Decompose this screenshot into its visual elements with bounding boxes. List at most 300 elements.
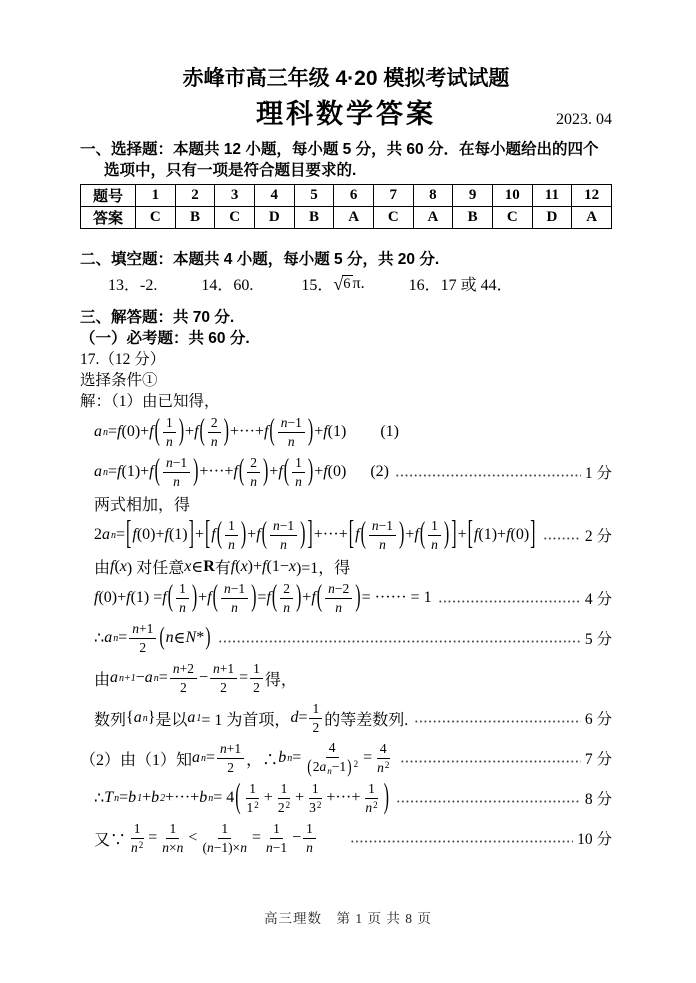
fraction-numerator <box>365 780 378 799</box>
fraction-denominator <box>208 433 221 451</box>
fraction-denominator <box>277 536 290 554</box>
math-subscript: n <box>114 792 120 804</box>
fraction-numerator <box>247 454 260 473</box>
math-variable: n <box>280 536 287 552</box>
math-fraction <box>199 820 249 856</box>
math-text: = <box>119 789 129 806</box>
math-text: +2 <box>179 660 194 676</box>
math-variable: b <box>128 789 137 806</box>
dotted-leader <box>414 718 581 725</box>
answer-cell: C <box>373 207 413 229</box>
math-text: (0)+ <box>98 589 127 606</box>
section1-heading: 一、选择题：本题共 12 小题，每小题 5 分，共 60 分．在每小题给出的四个选项中，只有一项是符合题目要求的. <box>80 141 599 179</box>
math-text: + <box>302 589 312 606</box>
math-text: = <box>108 463 118 480</box>
sqrt-radical <box>333 275 352 293</box>
math-text: ( <box>235 557 241 575</box>
answer-cell: D <box>532 207 572 229</box>
math-text: )+ <box>247 557 263 575</box>
math-variable: a <box>110 669 119 686</box>
math-fraction <box>170 660 197 696</box>
math-variable: n <box>306 839 313 855</box>
math-text: (1) <box>327 423 347 440</box>
fraction-numerator <box>280 580 293 599</box>
fraction-numerator <box>131 820 144 839</box>
fraction-numerator <box>208 414 221 433</box>
math-text: )=1，得 <box>295 560 351 577</box>
math-subscript: n <box>287 752 293 764</box>
math-text: 2 <box>210 414 218 430</box>
fraction-numerator <box>428 517 441 536</box>
row-label-question-no: 题号 <box>81 185 136 207</box>
math-text: −1 <box>378 517 394 533</box>
math-text: 1 <box>273 820 280 836</box>
math-delimiter: ) <box>251 580 257 614</box>
fraction-numerator <box>369 517 396 536</box>
math-superscript: 2 <box>316 799 322 810</box>
fraction-numerator <box>278 414 305 433</box>
math-variable: f <box>194 423 199 440</box>
fraction-denominator <box>217 679 230 697</box>
math-variable: n <box>131 839 138 855</box>
math-text: 2 <box>94 526 102 543</box>
fraction-numerator <box>246 780 259 799</box>
question-number-cell: 12 <box>572 185 612 207</box>
fraction-denominator <box>247 473 260 491</box>
math-text: 2 <box>312 719 320 735</box>
math-variable: f <box>355 526 360 543</box>
math-variable: n <box>210 433 218 449</box>
math-fraction <box>362 780 380 816</box>
math-text: 1 <box>431 517 438 533</box>
math-text: (0)+ <box>121 423 150 440</box>
fill-in-answers-line <box>80 272 612 295</box>
math-variable: f <box>311 589 316 606</box>
dotted-leader <box>400 758 580 765</box>
math-text: 2 <box>180 679 187 695</box>
question17-label: 17.（12 分） <box>80 351 166 368</box>
question-number-cell: 3 <box>215 185 255 207</box>
math-text: = 1 为首项， <box>201 711 291 729</box>
math-text: −1 <box>230 580 246 596</box>
math-delimiter: ( <box>271 580 278 614</box>
math-delimiter: ) <box>178 414 185 448</box>
math-variable: n <box>377 759 384 775</box>
math-text: 1 <box>295 454 302 470</box>
math-text: 1 <box>169 820 177 836</box>
solution-line <box>80 618 612 658</box>
math-subscript: 1 <box>137 792 143 804</box>
math-fraction <box>280 580 293 616</box>
math-delimiter: ( <box>154 414 160 448</box>
math-text: （2）由（1）知 <box>80 751 193 769</box>
math-variable: n <box>335 599 343 615</box>
score-label: 8 分 <box>584 791 612 808</box>
math-text: + <box>405 526 415 543</box>
math-variable: n <box>132 620 139 636</box>
math-variable: n <box>379 536 386 552</box>
answer-cell: B <box>175 207 215 229</box>
math-delimiter: ) <box>295 580 302 614</box>
math-variable: n <box>295 473 302 489</box>
fraction-denominator <box>244 799 262 817</box>
math-delimiter: ( <box>159 623 165 651</box>
math-variable: n <box>162 839 170 855</box>
math-variable: n <box>172 660 180 676</box>
math-text: 数列 <box>94 711 127 729</box>
math-text: +1 <box>226 740 242 756</box>
math-variable: f <box>256 526 261 543</box>
math-text: 2 <box>250 454 257 470</box>
math-superscript: 2 <box>353 758 359 769</box>
math-text: 1 <box>133 820 141 836</box>
math-text: 1 <box>368 780 375 796</box>
math-delimiter: ( <box>316 580 323 614</box>
fraction-denominator <box>309 719 322 737</box>
math-delimiter: ) <box>347 755 352 777</box>
math-fraction <box>278 414 305 450</box>
math-delimiter: ( <box>269 414 275 448</box>
math-variable: n <box>173 473 180 489</box>
math-text: = <box>206 749 216 766</box>
fraction-numerator <box>250 660 263 679</box>
fraction-denominator <box>303 839 316 857</box>
score-label: 10 分 <box>577 831 612 848</box>
math-text: (1) <box>380 423 399 440</box>
math-variable: n <box>328 580 335 596</box>
math-delimiter: ( <box>216 517 223 551</box>
math-subscript: n <box>208 792 214 804</box>
math-text: 1 <box>311 780 319 796</box>
math-text: −2 <box>334 580 350 596</box>
math-text: +···+ <box>199 463 234 480</box>
question-number-cell: 11 <box>532 185 572 207</box>
math-fraction <box>128 820 146 856</box>
math-variable: a <box>319 758 327 774</box>
math-text: − <box>198 669 208 686</box>
math-text: * <box>196 629 205 646</box>
math-delimiter: ] <box>188 516 194 552</box>
fraction-denominator <box>332 599 345 617</box>
math-fraction <box>221 580 248 616</box>
fraction-numerator <box>221 580 248 599</box>
math-variable: a <box>94 463 102 480</box>
fraction-denominator <box>250 679 263 697</box>
math-fraction <box>176 580 189 616</box>
math-subscript: 1 <box>196 712 202 724</box>
fraction-numerator <box>292 454 305 473</box>
math-text: 1 <box>312 700 320 716</box>
math-text: 由 <box>94 671 111 689</box>
math-delimiter: ] <box>530 516 536 552</box>
math-text: (1)+ <box>478 526 507 543</box>
math-variable: n <box>223 580 231 596</box>
math-subscript: n <box>142 712 148 724</box>
question-number-cell: 8 <box>413 185 453 207</box>
math-text: = <box>116 526 126 543</box>
fraction-denominator <box>170 473 183 491</box>
math-fraction <box>303 820 316 856</box>
math-text: 1 <box>221 820 229 836</box>
math-variable: f <box>262 557 267 575</box>
math-text: 3 <box>309 799 316 815</box>
math-variable: n <box>431 536 438 552</box>
fraction-denominator <box>303 755 361 777</box>
math-text: 1 <box>306 820 313 836</box>
math-delimiter: ) <box>307 454 314 488</box>
answer-row <box>81 207 612 229</box>
math-superscript: 2 <box>384 759 390 770</box>
answer-cell: B <box>453 207 493 229</box>
dotted-leader <box>438 598 581 605</box>
math-fraction <box>428 517 441 553</box>
fraction-denominator <box>224 759 237 777</box>
fraction-denominator <box>374 759 392 777</box>
solution-line <box>80 492 612 515</box>
math-variable: f <box>263 423 269 440</box>
math-subscript: n <box>111 529 116 541</box>
score-label: 5 分 <box>584 631 612 648</box>
math-fraction <box>244 780 262 816</box>
math-text: + <box>142 789 152 806</box>
math-text: = <box>257 589 267 606</box>
math-text: 14．60. <box>201 277 254 294</box>
math-text: 有 <box>214 560 231 577</box>
math-text: + <box>295 789 305 806</box>
math-variable: f <box>323 463 328 480</box>
math-variable: T <box>104 789 114 806</box>
math-delimiter: ] <box>307 516 313 552</box>
question-number-cell: 10 <box>492 185 532 207</box>
math-variable: f <box>506 526 511 543</box>
math-fraction <box>247 454 260 490</box>
math-text: −1 <box>287 414 302 430</box>
math-variable: n <box>165 433 173 449</box>
section3-heading: 三、解答题：共 70 分. <box>80 309 235 326</box>
fraction-numerator <box>163 414 176 433</box>
math-delimiter: ( <box>283 454 290 488</box>
math-text: + <box>269 463 279 480</box>
math-text: +···+ <box>165 789 200 806</box>
math-fraction <box>275 780 293 816</box>
math-delimiter: ( <box>261 517 267 551</box>
math-text: 2 <box>220 679 227 695</box>
math-variable: f <box>149 423 154 440</box>
answer-cell: C <box>136 207 176 229</box>
score-label: 2 分 <box>584 528 612 545</box>
answer-cell: A <box>413 207 453 229</box>
question-number-cell: 9 <box>453 185 493 207</box>
math-variable: x <box>184 557 192 575</box>
math-text: = <box>292 749 302 766</box>
math-text: (1− <box>266 557 289 575</box>
math-variable: n <box>165 629 174 646</box>
score-label: 1 分 <box>584 465 612 482</box>
math-variable: f <box>164 526 169 543</box>
document-subtitle: 理科数学答案 <box>256 99 436 129</box>
question-number-cell: 2 <box>175 185 215 207</box>
math-delimiter: [ <box>204 516 211 552</box>
document-title: 赤峰市高三年级 4·20 模拟考试试题 <box>182 67 510 90</box>
math-text: + <box>314 463 324 480</box>
math-superscript: 2 <box>138 839 144 850</box>
math-variable: n <box>231 599 238 615</box>
fraction-denominator <box>376 536 389 554</box>
math-text: = <box>298 709 308 726</box>
answer-cell: D <box>254 207 294 229</box>
math-text: = <box>148 829 158 846</box>
math-text: = <box>118 629 128 646</box>
fraction-denominator <box>263 839 290 857</box>
fraction-denominator <box>428 536 441 554</box>
fraction-numerator <box>270 517 297 536</box>
dotted-leader <box>395 472 581 479</box>
math-variable: n <box>212 660 220 676</box>
math-variable: x <box>119 557 127 575</box>
math-variable: n <box>176 839 184 855</box>
dotted-leader <box>218 638 581 645</box>
math-delimiter: ] <box>451 516 457 552</box>
page-footer: 高三理数 第 1 页 共 8 页 <box>264 911 432 926</box>
score-label: 7 分 <box>584 751 612 768</box>
math-text: + <box>198 589 208 606</box>
solution-line <box>80 555 612 578</box>
math-text: +1 <box>138 620 154 636</box>
math-text: − <box>292 829 302 846</box>
math-variable: n <box>265 839 273 855</box>
question-number-cell: 7 <box>373 185 413 207</box>
math-text: −1)× <box>213 839 241 855</box>
math-text: −1 <box>272 839 288 855</box>
math-variable: f <box>110 557 115 575</box>
math-text: 1 <box>280 780 288 796</box>
math-delimiter: ) <box>300 517 306 551</box>
fraction-numerator <box>278 780 291 799</box>
math-delimiter: ) <box>205 623 211 651</box>
solution-line <box>80 412 612 452</box>
math-variable: f <box>211 526 216 543</box>
math-text: = <box>239 669 249 686</box>
math-text: = <box>158 669 168 686</box>
math-text: ，∴ <box>246 751 279 769</box>
fraction-numerator <box>129 620 156 639</box>
score-label: 4 分 <box>584 591 612 608</box>
math-text: π. <box>352 274 365 292</box>
math-text: 2 <box>139 639 147 655</box>
fraction-numerator <box>166 820 179 839</box>
math-variable: f <box>414 526 419 543</box>
fraction-denominator <box>128 839 146 857</box>
math-text: −1 <box>331 758 347 774</box>
math-variable: f <box>132 526 137 543</box>
fraction-numerator <box>326 739 339 758</box>
math-delimiter: ( <box>199 414 205 448</box>
fraction-denominator <box>280 599 293 617</box>
math-text: + <box>247 526 257 543</box>
solution-line <box>80 698 612 738</box>
math-variable: f <box>266 589 271 606</box>
math-variable: n <box>240 839 247 855</box>
math-variable: b <box>151 789 160 806</box>
math-text: 1 <box>246 799 254 815</box>
math-text: } <box>147 709 156 726</box>
math-delimiter: [ <box>467 516 473 552</box>
score-label: 6 分 <box>584 711 612 728</box>
math-variable: n <box>283 599 290 615</box>
math-superscript: 2 <box>373 799 378 810</box>
math-variable: x <box>288 557 296 575</box>
math-text: +1 <box>219 660 235 676</box>
math-variable: f <box>126 589 131 606</box>
math-fraction <box>159 820 186 856</box>
math-delimiter: [ <box>126 516 132 552</box>
fraction-denominator <box>306 799 324 817</box>
math-fraction <box>129 620 156 656</box>
math-variable: a <box>187 709 196 726</box>
math-variable: b <box>278 749 287 766</box>
math-variable: n <box>165 454 173 470</box>
math-delimiter: ) <box>399 517 405 551</box>
math-superscript: 2 <box>285 799 291 810</box>
fraction-numerator <box>303 820 316 839</box>
math-text: + <box>457 526 467 543</box>
math-text: ( <box>202 839 207 855</box>
fraction-denominator <box>176 599 189 617</box>
solution-body <box>80 412 612 858</box>
math-variable: x <box>240 557 248 575</box>
answer-cell: B <box>294 207 334 229</box>
fraction-denominator <box>228 599 241 617</box>
question-number-row <box>81 185 612 207</box>
math-variable: n <box>220 740 227 756</box>
math-text: (0)+ <box>136 526 165 543</box>
math-delimiter: [ <box>348 516 355 552</box>
math-text: +···+ <box>229 423 264 440</box>
math-text: − <box>135 669 145 686</box>
math-text: + <box>314 423 324 440</box>
dotted-leader <box>396 798 581 805</box>
math-delimiter: ) <box>383 778 389 816</box>
math-text: ∈ <box>173 630 186 647</box>
dotted-leader <box>350 838 573 845</box>
math-text: 16．17 或 44． <box>408 277 513 294</box>
fraction-numerator <box>270 820 283 839</box>
math-delimiter: ( <box>154 454 160 488</box>
math-text: 13．-2. <box>108 277 158 294</box>
math-variable: n <box>371 517 379 533</box>
math-variable: n <box>228 536 235 552</box>
math-text: +···+ <box>313 526 348 543</box>
math-fraction <box>369 517 396 553</box>
math-variable: N <box>185 629 197 646</box>
math-delimiter: ( <box>167 580 174 614</box>
math-text: (0) <box>327 463 347 480</box>
math-delimiter: ) <box>262 454 269 488</box>
fraction-denominator <box>177 679 190 697</box>
math-text: { <box>126 709 134 726</box>
math-text: 由 <box>94 560 111 577</box>
math-text: 得， <box>264 671 297 689</box>
math-text: 1 <box>165 414 173 430</box>
math-fraction <box>374 740 392 776</box>
fraction-denominator <box>136 639 149 657</box>
question-number-cell: 1 <box>136 185 176 207</box>
question-number-cell: 6 <box>334 185 374 207</box>
fraction-denominator <box>292 473 305 491</box>
fraction-numerator <box>325 580 352 599</box>
math-variable: n <box>206 839 214 855</box>
math-delimiter: ( <box>212 580 218 614</box>
